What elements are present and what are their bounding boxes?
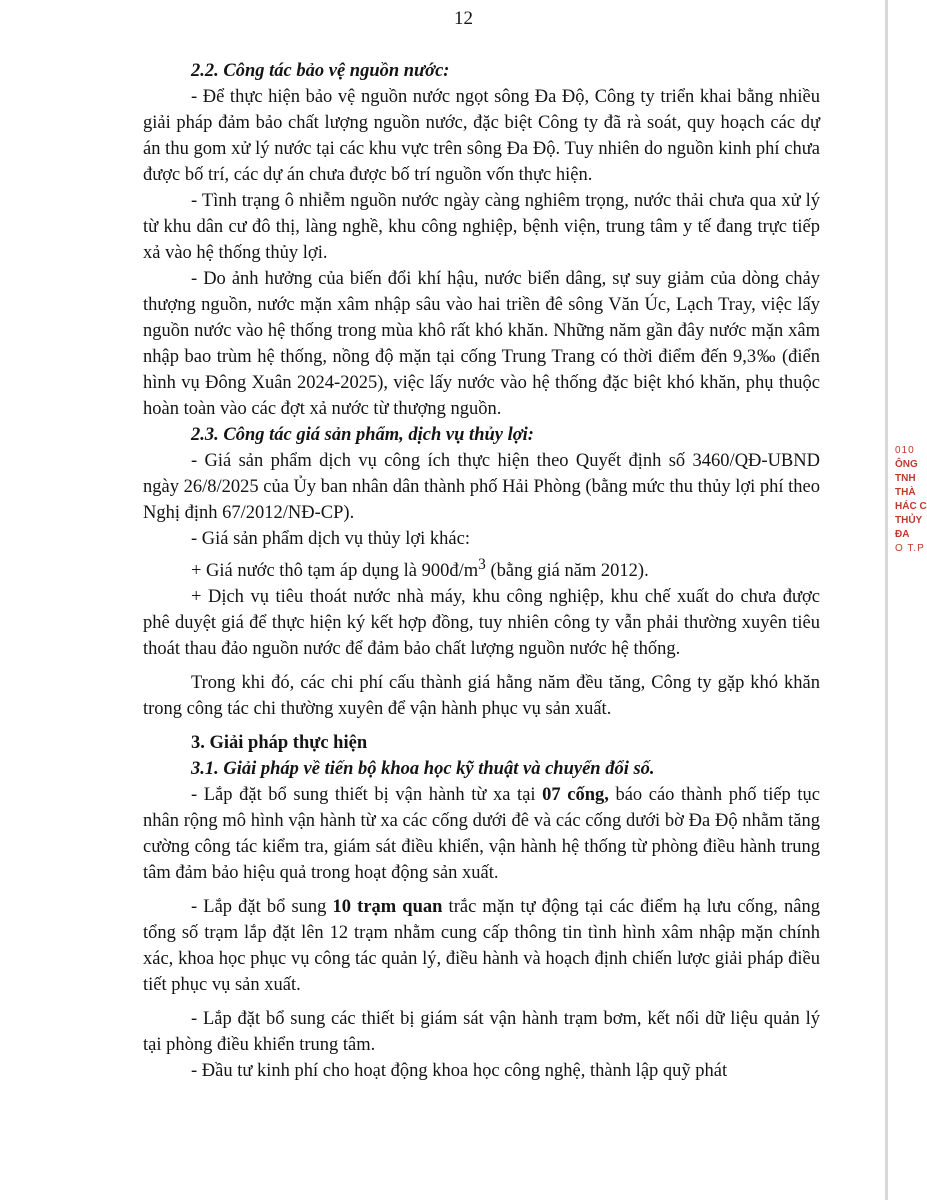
paragraph: - Lắp đặt bổ sung các thiết bị giám sát vận hành trạm bơm, kết nối dữ liệu quản lý tại phòng điều khiển trung tâm. xyxy=(143,1009,820,1056)
stamp-text: ĐA xyxy=(895,529,910,540)
stamp-text: O T.P xyxy=(895,543,925,554)
price-text-end: (bằng giá năm 2012). xyxy=(485,561,649,582)
paragraph xyxy=(143,894,820,998)
paragraph: - Để thực hiện bảo vệ nguồn nước ngọt sông Đa Độ, Công ty triển khai bằng nhiều giải pháp đảm bảo chất lượng nguồn nước, đặc biệt Công ty đã rà soát, quy hoạch các dự án thu gom xử lý nước tại các khu vực trên sông Đa Độ. Tuy nhiên do nguồn kinh phí chưa được bố trí, các dự án chưa được bố trí nguồn vốn thực hiện. xyxy=(143,87,820,185)
stamp-text: TNH xyxy=(895,473,916,484)
price-text: + Giá nước thô tạm áp dụng là 900đ/m xyxy=(191,561,479,582)
page-number: 12 xyxy=(454,8,473,29)
stamp-text: 010 xyxy=(895,445,915,456)
stamp-text: ÔNG xyxy=(895,459,918,470)
paragraph: + Dịch vụ tiêu thoát nước nhà máy, khu công nghiệp, khu chế xuất do chưa được phê duyệt giá để thực hiện ký kết hợp đồng, tuy nhiên công ty vẫn phải thường xuyên tiêu thoát thau đảo nguồn nước để đảm bảo chất lượng nguồn nước hệ thống. xyxy=(143,587,820,660)
paragraph-text: - Lắp đặt bổ sung thiết bị vận hành từ xa tại xyxy=(191,785,543,806)
section-heading-2-2: 2.2. Công tác bảo vệ nguồn nước: xyxy=(191,61,450,81)
stamp-text: THÀ xyxy=(895,487,916,498)
paragraph: - Đầu tư kinh phí cho hoạt động khoa học công nghệ, thành lập quỹ phát xyxy=(191,1061,728,1082)
stamp-text: HÁC C xyxy=(895,501,927,512)
scan-edge xyxy=(885,0,888,1200)
paragraph: - Tình trạng ô nhiễm nguồn nước ngày càng nghiêm trọng, nước thải chưa qua xử lý từ khu dân cư đô thị, làng nghề, khu công nghiệp, bệnh viện, trung tâm y tế đang trực tiếp xả vào hệ thống thủy lợi. xyxy=(143,191,820,263)
paragraph: - Giá sản phẩm dịch vụ công ích thực hiện theo Quyết định số 3460/QĐ-UBND ngày 26/8/2025 của Ủy ban nhân dân thành phố Hải Phòng (bằng mức thu thủy lợi phí theo Nghị định 67/2012/NĐ-CP). xyxy=(143,451,820,523)
emphasis-text: 10 trạm quan xyxy=(332,897,443,918)
section-heading-3: 3. Giải pháp thực hiện xyxy=(191,733,368,754)
red-seal-stamp xyxy=(895,444,927,556)
section-heading-3-1: 3.1. Giải pháp về tiến bộ khoa học kỹ thuật và chuyển đổi số. xyxy=(191,759,655,780)
paragraph-text: báo cáo thành phố tiếp tục nhân rộng mô hình vận hành từ xa các cống dưới đê và các cống dưới bờ Đa Độ nhằm tăng cường công tác kiểm tra, giám sát điều khiển, vận hành hệ thống từ phòng điều hành trung tâm đảm bảo hiệu quả trong hoạt động sản xuất. xyxy=(143,785,820,884)
paragraph-text: trắc mặn tự động tại các điểm hạ lưu cống, nâng tổng số trạm lắp đặt lên 12 trạm nhằm cung cấp thông tin tình hình xâm nhập mặn chính xác, khoa học phục vụ công tác quản lý, điều hành và hoạch định chiến lược giải pháp điều tiết phục vụ sản xuất. xyxy=(143,897,820,996)
paragraph-text: - Lắp đặt bổ sung xyxy=(191,897,333,918)
paragraph: Trong khi đó, các chi phí cấu thành giá hằng năm đều tăng, Công ty gặp khó khăn trong công tác chi thường xuyên để vận hành phục vụ sản xuất. xyxy=(143,673,820,720)
paragraph: - Giá sản phẩm dịch vụ thủy lợi khác: xyxy=(191,529,470,549)
price-paragraph xyxy=(143,552,820,584)
paragraph xyxy=(143,782,820,886)
unit-superscript: 3 xyxy=(478,556,486,573)
stamp-text: THỦY xyxy=(895,515,923,526)
emphasis-text: 07 cống, xyxy=(542,785,609,806)
paragraph: - Do ảnh hưởng của biến đổi khí hậu, nước biển dâng, sự suy giảm của dòng chảy thượng nguồn, nước mặn xâm nhập sâu vào hai triền đê sông Văn Úc, Lạch Tray, việc lấy nguồn nước vào hệ thống trong mùa khô rất khó khăn. Những năm gần đây nước mặn xâm nhập bao trùm hệ thống, nồng độ mặn tại cống Trung Trang có thời điểm đến 9,3‰ (điển hình vụ Đông Xuân 2024-2025), việc lấy nước vào hệ thống đặc biệt khó khăn, phụ thuộc hoàn toàn vào các đợt xả nước từ thượng nguồn. xyxy=(143,269,820,419)
document-body xyxy=(143,58,820,1084)
section-heading-2-3: 2.3. Công tác giá sản phẩm, dịch vụ thủy lợi: xyxy=(191,425,534,445)
